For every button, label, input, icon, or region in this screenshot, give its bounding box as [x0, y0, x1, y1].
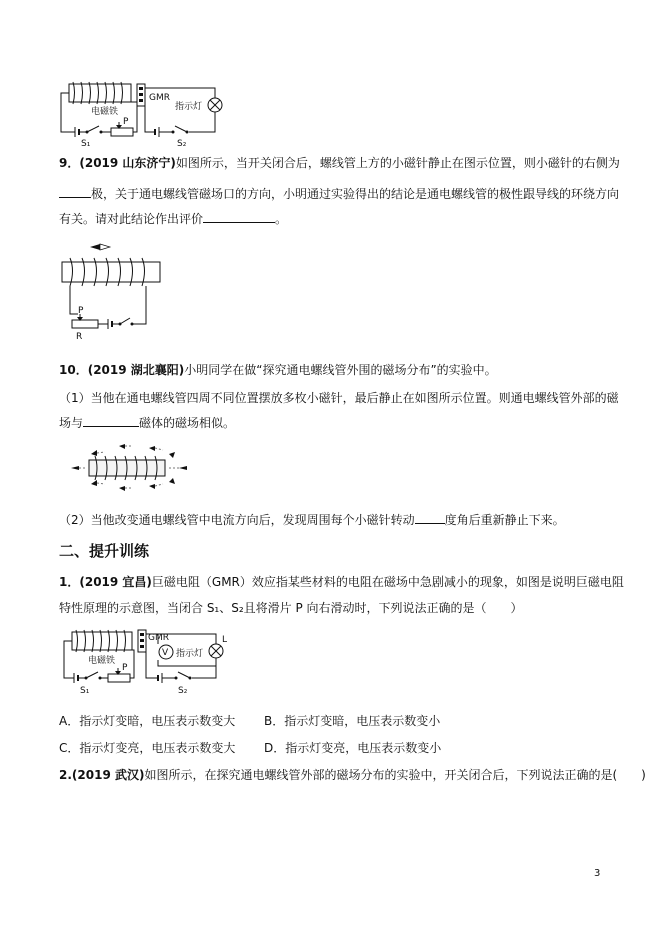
page-number: 3	[594, 868, 601, 879]
q9-blank-evaluation[interactable]	[203, 210, 275, 223]
electromagnet-label: 电磁铁	[91, 107, 119, 117]
s2q1-p-label: P	[122, 663, 128, 673]
s2q1-electromagnet-label: 电磁铁	[88, 656, 116, 666]
q9-line3	[59, 210, 287, 227]
s2q1-s2-label: S₂	[178, 686, 188, 696]
q9-solenoid-figure	[58, 240, 168, 340]
q10-blank-angle[interactable]	[415, 511, 445, 524]
s2q1-source: (2019 宜昌)	[79, 575, 152, 589]
q10-part1-line2	[59, 414, 235, 431]
s2q1-voltmeter-label: V	[162, 648, 169, 658]
section-title: 二、提升训练	[59, 542, 150, 560]
q10-line1	[59, 362, 497, 378]
gmr-label: GMR	[149, 93, 170, 103]
q9-p-label: P	[78, 306, 84, 316]
q10-text-1: 小明同学在做“探究通电螺线管外围的磁场分布”的实验中。	[184, 363, 497, 377]
s2q1-s1-label: S₁	[80, 686, 90, 696]
indicator-label: 指示灯	[175, 102, 203, 112]
s2q2-number: 2.	[59, 768, 72, 782]
s2q1-text-1: 巨磁电阻（GMR）效应指某些材料的电阻在磁场中急剧减小的现象，如图是说明巨磁电阻	[151, 575, 624, 589]
s2q1-gmr-circuit-figure	[58, 626, 238, 698]
q9-line1	[59, 155, 620, 171]
q10-part1-line1: （1）当他在通电螺线管四周不同位置摆放多枚小磁针，最后静止在如图所示位置。则通电螺线管外部的磁	[59, 391, 619, 405]
s2q1-gmr-label: GMR	[148, 633, 169, 643]
option-c[interactable]: C．指示灯变亮，电压表示数变大	[59, 741, 236, 755]
q9-text-3: 有关。请对此结论作出评价	[59, 212, 204, 226]
q10-part2	[59, 511, 565, 528]
q9-source: (2019 山东济宁)	[79, 156, 176, 170]
q9-blank-pole[interactable]	[59, 185, 91, 198]
s2-label: S₂	[177, 139, 187, 149]
s2q2-line1	[59, 767, 646, 783]
q10-part1-post: 磁体的磁场相似。	[139, 416, 236, 430]
q9-line2	[59, 185, 619, 202]
q10-source: (2019 湖北襄阳)	[87, 363, 185, 377]
q10-part1-pre: 场与	[59, 416, 84, 430]
q10-part2-post: 度角后重新静止下来。	[444, 513, 565, 527]
s2q1-number: 1．	[59, 575, 80, 589]
q9-number: 9．	[59, 156, 80, 170]
s2q1-line1	[59, 574, 624, 590]
q9-text-1: 如图所示，当开关闭合后，螺线管上方的小磁针静止在图示位置，则小磁针的右侧为	[175, 156, 620, 170]
q9-text-3-end: 。	[275, 212, 288, 226]
s2q1-lamp-label: L	[222, 635, 228, 645]
slider-p-label: P	[123, 117, 129, 127]
q9-r-label: R	[76, 332, 83, 342]
q10-blank-magnet[interactable]	[83, 414, 139, 427]
q10-number: 10．	[59, 363, 88, 377]
s1-label: S₁	[81, 139, 91, 149]
option-d[interactable]: D．指示灯变亮，电压表示数变小	[264, 741, 442, 755]
option-b[interactable]: B．指示灯变暗，电压表示数变小	[264, 714, 441, 728]
q10-solenoid-figure	[65, 440, 190, 495]
q10-part2-pre: （2）当他改变通电螺线管中电流方向后，发现周围每个小磁针转动	[59, 513, 415, 527]
q9-text-2: 极，关于通电螺线管磁场口的方向，小明通过实验得出的结论是通电螺线管的极性跟导线的环绕方向	[91, 187, 620, 201]
option-a[interactable]: A．指示灯变暗，电压表示数变大	[59, 714, 236, 728]
s2q2-text-1: 如图所示，在探究通电螺线管外部的磁场分布的实验中，开关闭合后，下列说法正确的是( )	[144, 768, 646, 782]
s2q1-indicator-label: 指示灯	[176, 649, 204, 659]
gmr-circuit-figure-top	[55, 78, 235, 150]
s2q1-line2: 特性原理的示意图，当闭合 S₁、S₂且将滑片 P 向右滑动时，下列说法正确的是（ ）	[59, 601, 523, 615]
s2q2-source: (2019 武汉)	[71, 768, 145, 782]
